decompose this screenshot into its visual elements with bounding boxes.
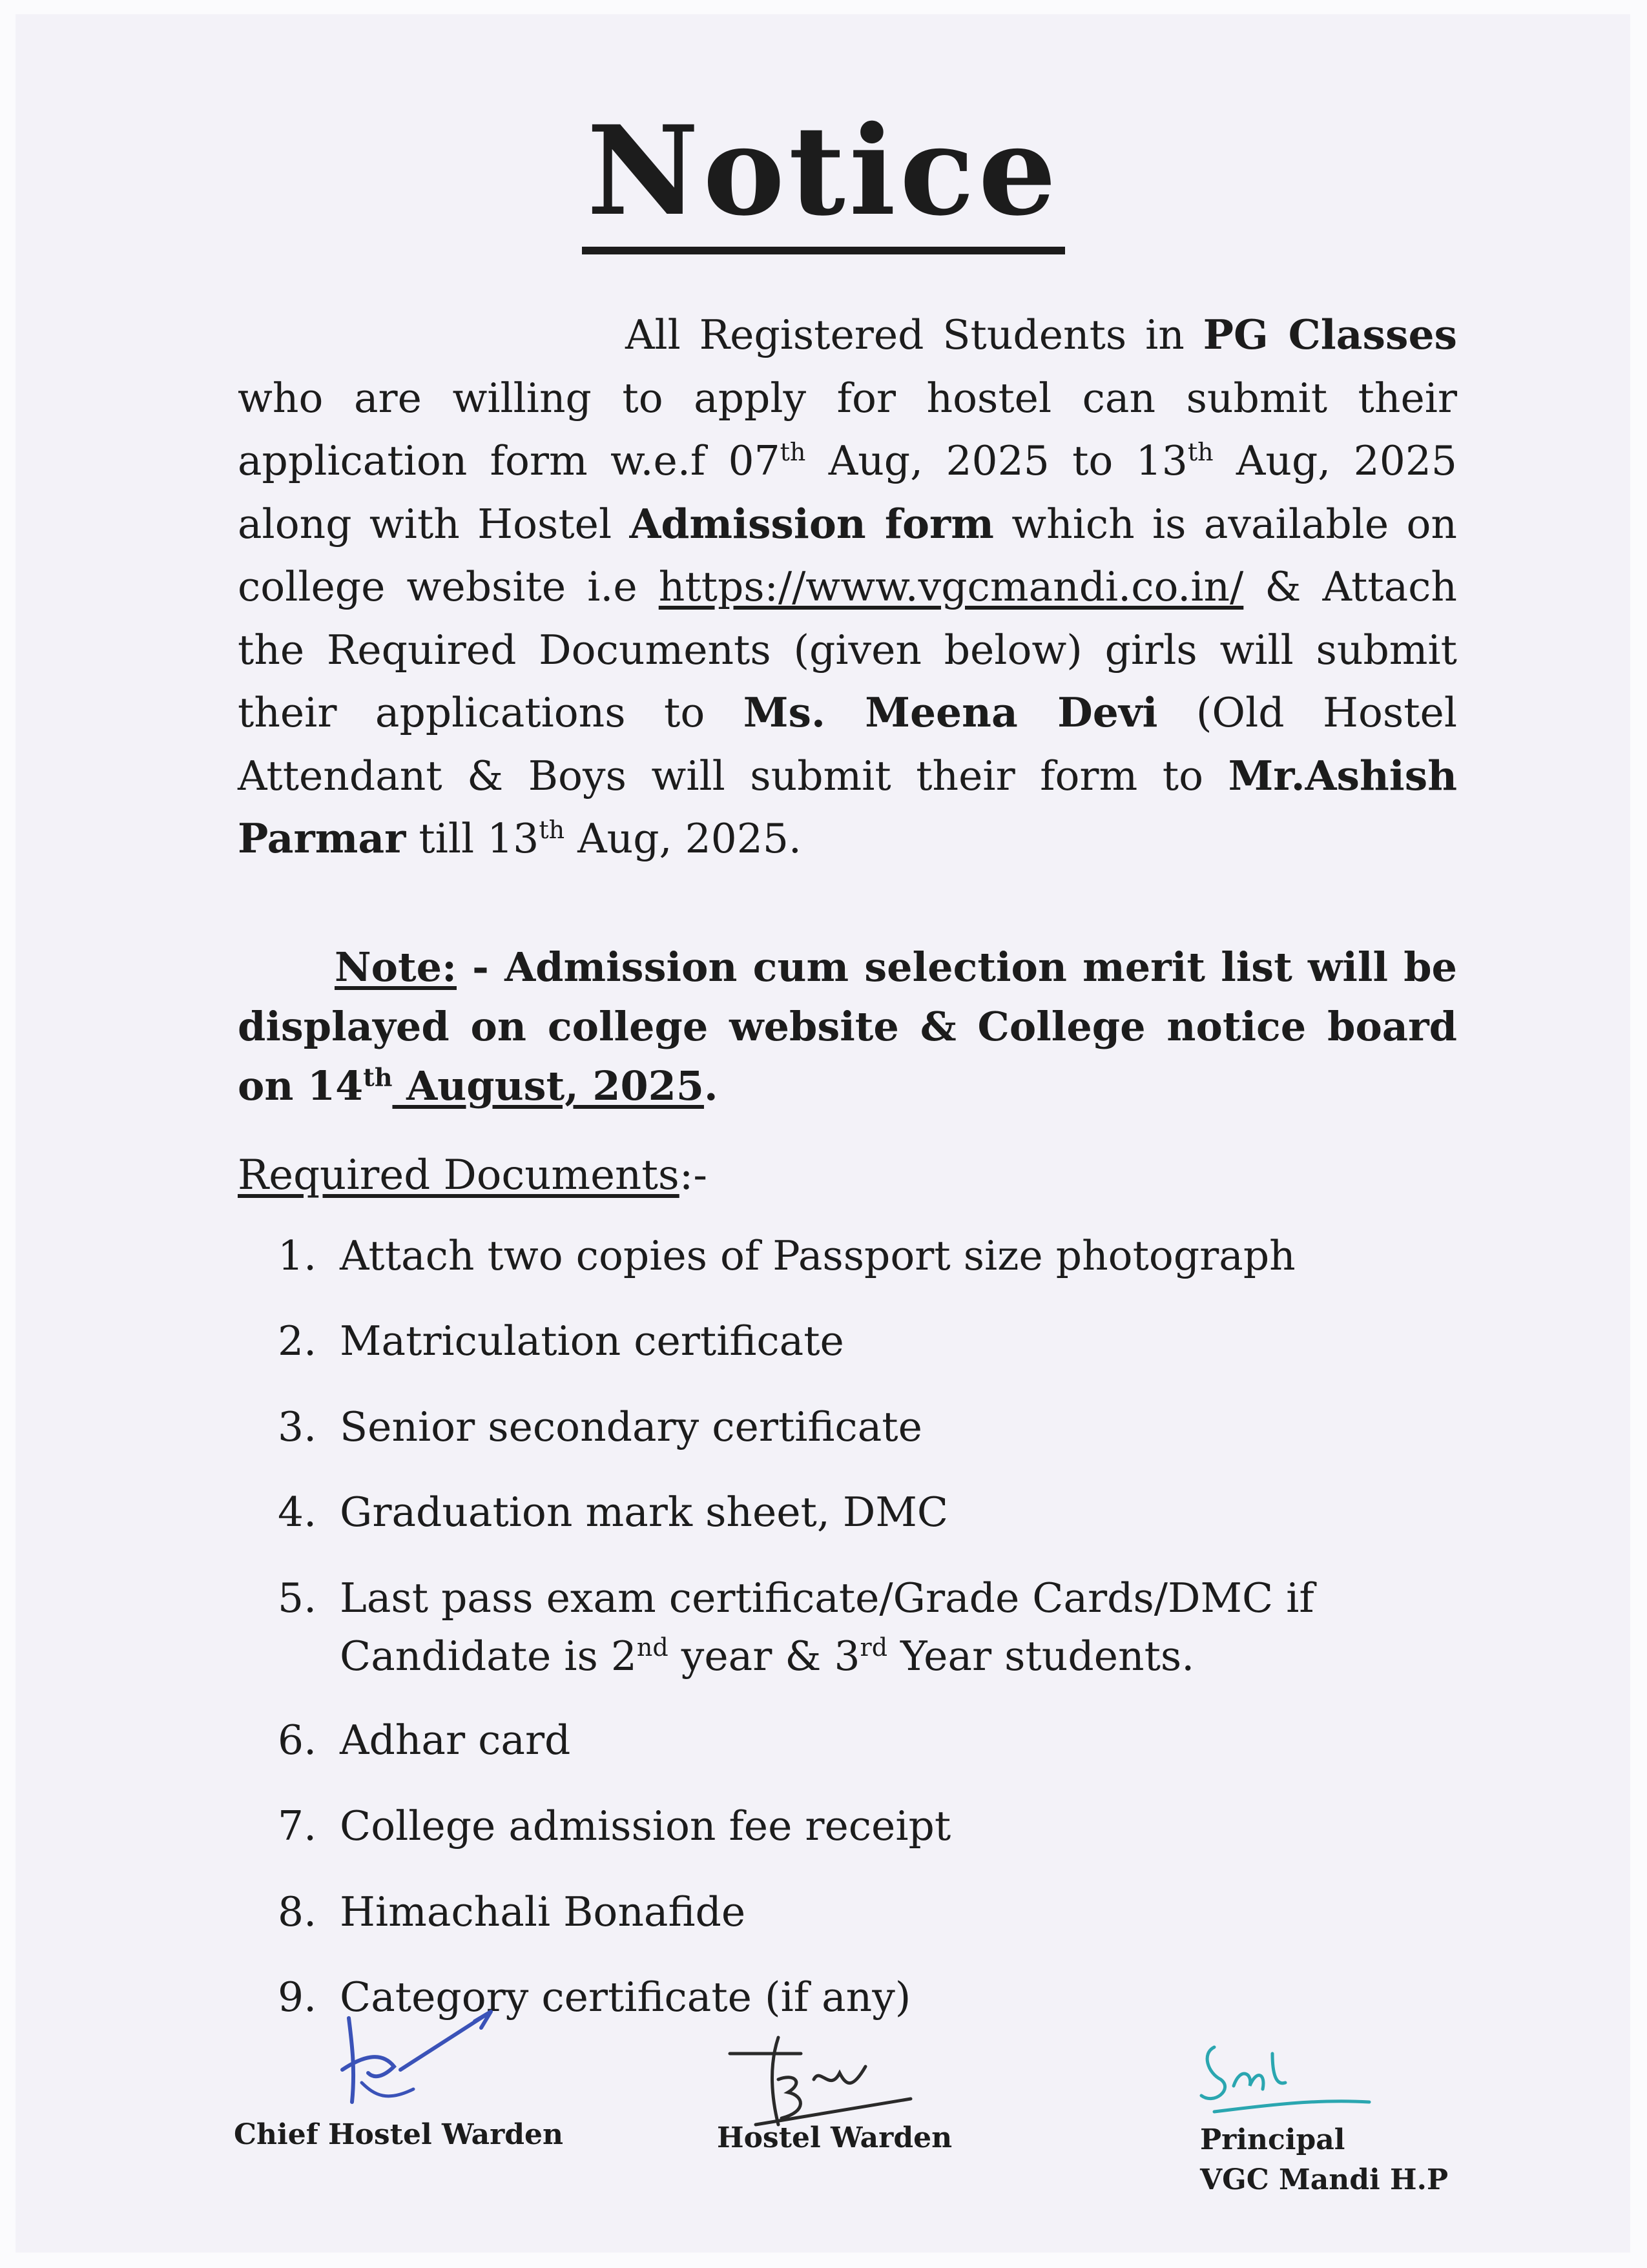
list-item: 7. College admission fee receipt [278,1802,951,1850]
merit-list-note: Note: - Admission cum selection merit list will be displayed on college website & College notice board on 14th August, 2025. [238,943,1457,1109]
list-item: 8. Himachali Bonafide [278,1888,746,1935]
list-item: 3. Senior secondary certificate [278,1403,922,1450]
principal-place: VGC Mandi H.P [1200,2163,1449,2196]
list-item: 4. Graduation mark sheet, DMC [278,1489,949,1536]
college-website-link[interactable]: https://www.vgcmandi.co.in/ [658,563,1244,610]
principal-label: Principal [1200,2123,1345,2156]
note-label: Note: [335,943,457,991]
list-item: 6. Adhar card [278,1716,571,1764]
hostel-warden-label: Hostel Warden [717,2121,953,2154]
list-item: 1. Attach two copies of Passport size photograph [278,1232,1296,1279]
chief-hostel-warden-label: Chief Hostel Warden [234,2118,564,2151]
notice-body: All Registered Students in PG Classes who are willing to apply for hostel can submit their application form w.e.f 07th Aug, 2025 to 13th Aug, 2025 along with Hostel Admission form which is available on college website i.e https://www.vgcmandi.co.in/ & Attach the Required Documents (given below) girls will submit their applications to Ms. Meena Devi (Old Hostel Attendant & Boys will submit their form to Mr.Ashish Parmar till 13th Aug, 2025. [238,311,1457,862]
corrected-date: 07 [728,437,780,484]
list-item: 5. Last pass exam certificate/Grade Cards/DMC if Candidate is 2nd year & 3rd Year students. [278,1574,1314,1680]
principal-signature [1188,2034,1382,2125]
list-item: 9. Category certificate (if any) [278,1974,911,2021]
required-documents-heading: Required Documents:- [238,1151,707,1199]
notice-title: Notice [0,97,1647,254]
list-item: 2. Matriculation certificate [278,1317,844,1365]
